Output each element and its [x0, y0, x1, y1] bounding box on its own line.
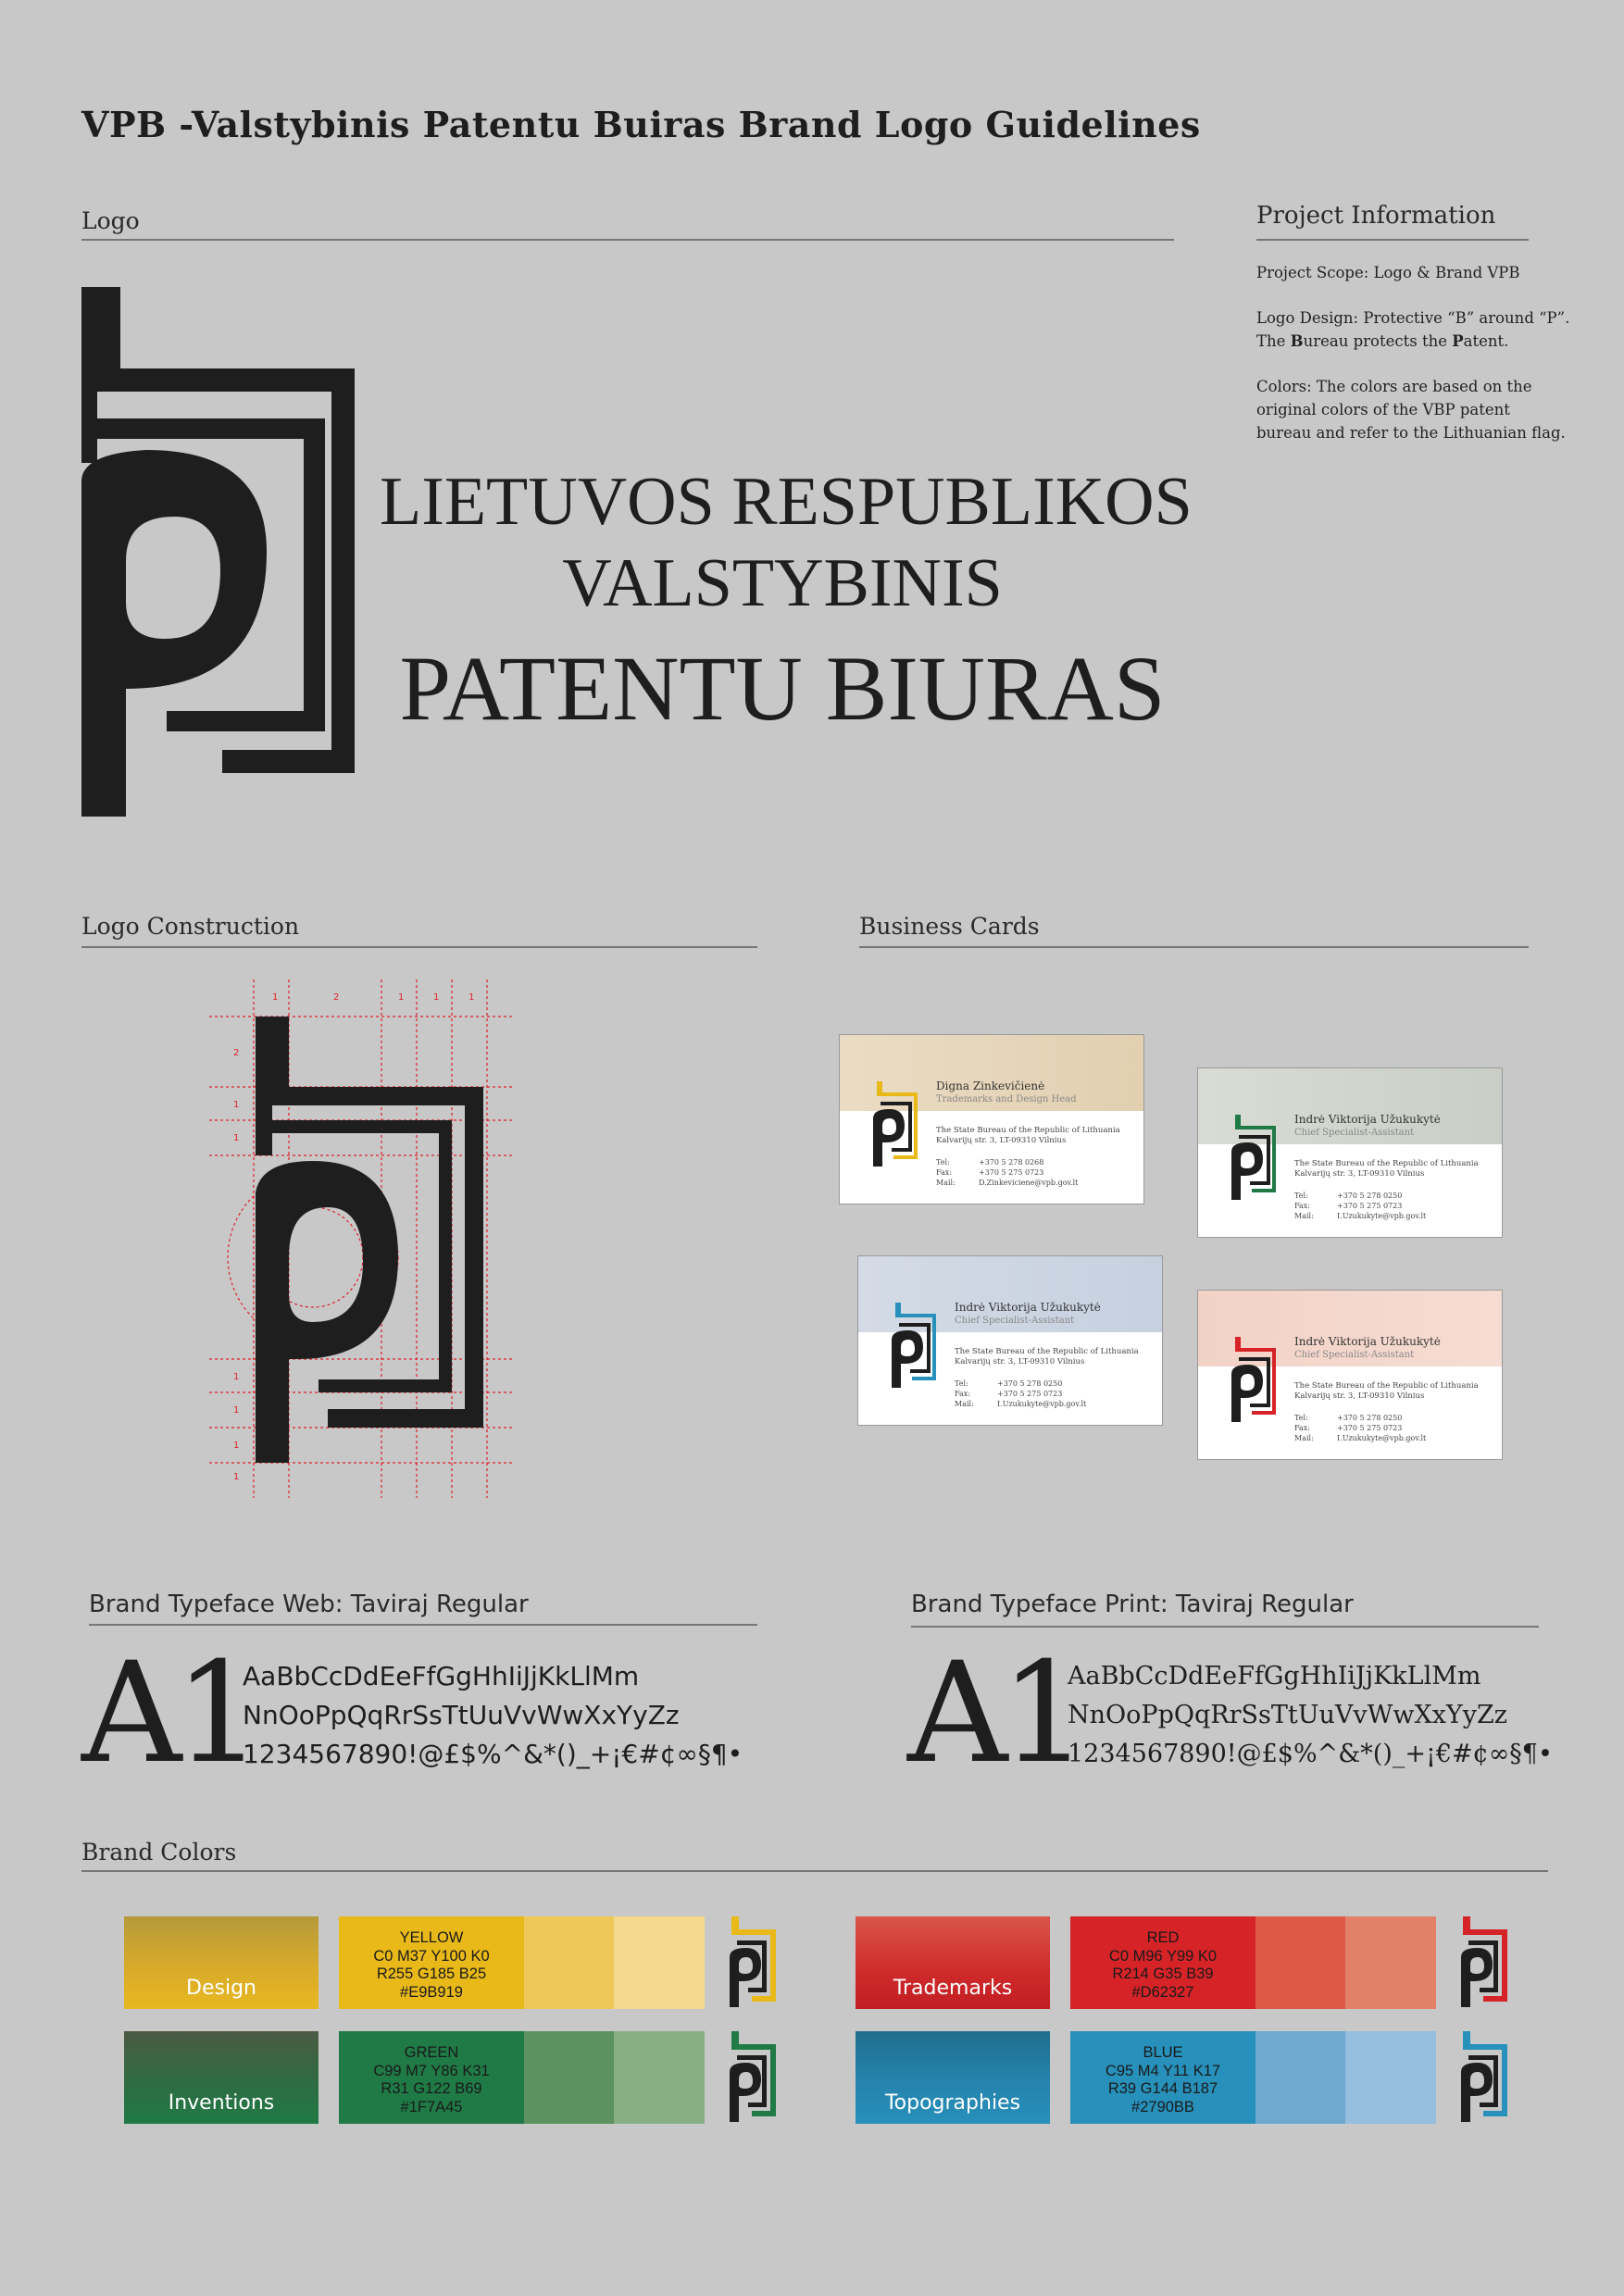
- logo-text-line3: PATENTU BIURAS: [399, 637, 1166, 740]
- color-thumb-trademarks: Trademarks: [856, 1916, 1050, 2009]
- card-contacts: Tel: +370 5 278 0250 Fax: +370 5 275 0723 Mail: I.Uzukukyte@vpb.gov.lt: [1294, 1192, 1427, 1220]
- page-title: VPB -Valstybinis Patentu Buiras Brand Logo Guidelines: [81, 104, 1201, 145]
- card-logo-icon: [1230, 1115, 1278, 1204]
- logo-construction-rule: [81, 946, 757, 948]
- logo-icon-green: [728, 2031, 780, 2124]
- construction-side-label: 1: [233, 1472, 240, 1482]
- logo-section-rule: [81, 239, 1174, 241]
- typeface-print-rule: [911, 1626, 1539, 1628]
- project-logo-design: Logo Design: Protective “B” around “P”. The Bureau protects the Patent.: [1256, 309, 1570, 350]
- card-name: Indrė Viktorija Užukukytė: [1294, 1335, 1441, 1348]
- business-card-yellow: [839, 1034, 1144, 1204]
- typeface-web-sample: A1: [81, 1633, 256, 1794]
- vpb-logo-mark: [81, 287, 359, 817]
- typeface-web-glyphs: AaBbCcDdEeFfGgHhIiJjKkLlMm NnOoPpQqRrSsTtUuVvWwXxYyZz 1234567890!@£$%^&*()_+¡€#¢∞§¶•: [243, 1661, 743, 1769]
- card-job-title: Chief Specialist-Assistant: [955, 1316, 1075, 1326]
- construction-top-label: 1: [398, 992, 405, 1003]
- card-job-title: Chief Specialist-Assistant: [1294, 1350, 1415, 1360]
- project-colors: Colors: The colors are based on the original colors of the VBP patent bureau and refer to the Lithuanian flag.: [1256, 378, 1566, 442]
- logo-construction-diagram: [209, 980, 524, 1498]
- project-info-rule: [1256, 239, 1529, 241]
- color-swatch-green: GREEN C99 M7 Y86 K31 R31 G122 B69 #1F7A45: [339, 2031, 705, 2124]
- logo-icon-yellow: [728, 1916, 780, 2009]
- project-info-heading: Project Information: [1256, 202, 1496, 230]
- construction-top-label: 1: [433, 992, 440, 1003]
- card-logo-icon: [1230, 1337, 1278, 1426]
- card-job-title: Trademarks and Design Head: [936, 1094, 1077, 1104]
- business-card-green: [1197, 1067, 1503, 1238]
- card-organization: The State Bureau of the Republic of Lithuania Kalvarijų str. 3, LT-09310 Vilnius: [1294, 1381, 1479, 1401]
- project-scope: Project Scope: Logo & Brand VPB: [1256, 264, 1520, 281]
- construction-side-label: 1: [233, 1133, 240, 1143]
- construction-side-label: 1: [233, 1441, 240, 1451]
- logo-text-line2: VALSTYBINIS: [562, 545, 1003, 621]
- card-contacts: Tel: +370 5 278 0268 Fax: +370 5 275 0723 Mail: D.Zinkeviciene@vpb.gov.lt: [936, 1158, 1079, 1187]
- business-cards-heading: Business Cards: [859, 913, 1040, 940]
- color-swatch-yellow: YELLOW C0 M37 Y100 K0 R255 G185 B25 #E9B919: [339, 1916, 705, 2009]
- logo-icon-blue: [1459, 2031, 1511, 2124]
- typeface-print-sample: A1: [907, 1633, 1081, 1794]
- business-cards-rule: [859, 946, 1529, 948]
- card-organization: The State Bureau of the Republic of Lithuania Kalvarijų str. 3, LT-09310 Vilnius: [1294, 1159, 1479, 1179]
- typeface-web-heading: Brand Typeface Web: Taviraj Regular: [89, 1591, 529, 1618]
- construction-top-label: 1: [468, 992, 475, 1003]
- card-name: Indrė Viktorija Užukukytė: [955, 1301, 1101, 1314]
- card-organization: The State Bureau of the Republic of Lithuania Kalvarijų str. 3, LT-09310 Vilnius: [955, 1347, 1139, 1366]
- color-thumb-topographies: Topographies: [856, 2031, 1050, 2124]
- construction-side-label: 1: [233, 1100, 240, 1110]
- brand-colors-heading: Brand Colors: [81, 1839, 237, 1866]
- construction-side-label: 1: [233, 1372, 240, 1382]
- color-thumb-design: Design: [124, 1916, 319, 2009]
- typeface-print-heading: Brand Typeface Print: Taviraj Regular: [911, 1591, 1354, 1618]
- card-name: Indrė Viktorija Užukukytė: [1294, 1113, 1441, 1126]
- construction-top-label: 2: [333, 992, 340, 1003]
- logo-construction-heading: Logo Construction: [81, 913, 300, 940]
- card-contacts: Tel: +370 5 278 0250 Fax: +370 5 275 0723 Mail: I.Uzukukyte@vpb.gov.lt: [955, 1379, 1087, 1408]
- color-swatch-red: RED C0 M96 Y99 K0 R214 G35 B39 #D62327: [1070, 1916, 1436, 2009]
- construction-side-label: 1: [233, 1405, 240, 1416]
- logo-icon-red: [1459, 1916, 1511, 2009]
- typeface-web-rule: [89, 1624, 757, 1626]
- logo-text-line1: LIETUVOS RESPUBLIKOS: [380, 464, 1193, 540]
- typeface-print-glyphs: AaBbCcDdEeFfGgHhIiJjKkLlMm NnOoPpQqRrSsTtUuVvWwXxYyZz 1234567890!@£$%^&*()_+¡€#¢∞§¶•: [1068, 1662, 1553, 1768]
- color-thumb-inventions: Inventions: [124, 2031, 319, 2124]
- card-name: Digna Zinkevičienė: [936, 1079, 1045, 1092]
- color-swatch-blue: BLUE C95 M4 Y11 K17 R39 G144 B187 #2790BB: [1070, 2031, 1436, 2124]
- card-logo-icon: [890, 1303, 938, 1391]
- project-info-body: [1256, 261, 1618, 467]
- construction-side-label: 2: [233, 1048, 240, 1058]
- logo-section-heading: Logo: [81, 207, 140, 234]
- brand-colors-rule: [81, 1870, 1548, 1872]
- card-contacts: Tel: +370 5 278 0250 Fax: +370 5 275 0723 Mail: I.Uzukukyte@vpb.gov.lt: [1294, 1414, 1427, 1442]
- business-card-red: [1197, 1290, 1503, 1460]
- construction-top-label: 1: [272, 992, 279, 1003]
- card-job-title: Chief Specialist-Assistant: [1294, 1128, 1415, 1138]
- card-logo-icon: [871, 1081, 919, 1170]
- card-organization: The State Bureau of the Republic of Lithuania Kalvarijų str. 3, LT-09310 Vilnius: [936, 1126, 1120, 1145]
- business-card-blue: [857, 1255, 1163, 1426]
